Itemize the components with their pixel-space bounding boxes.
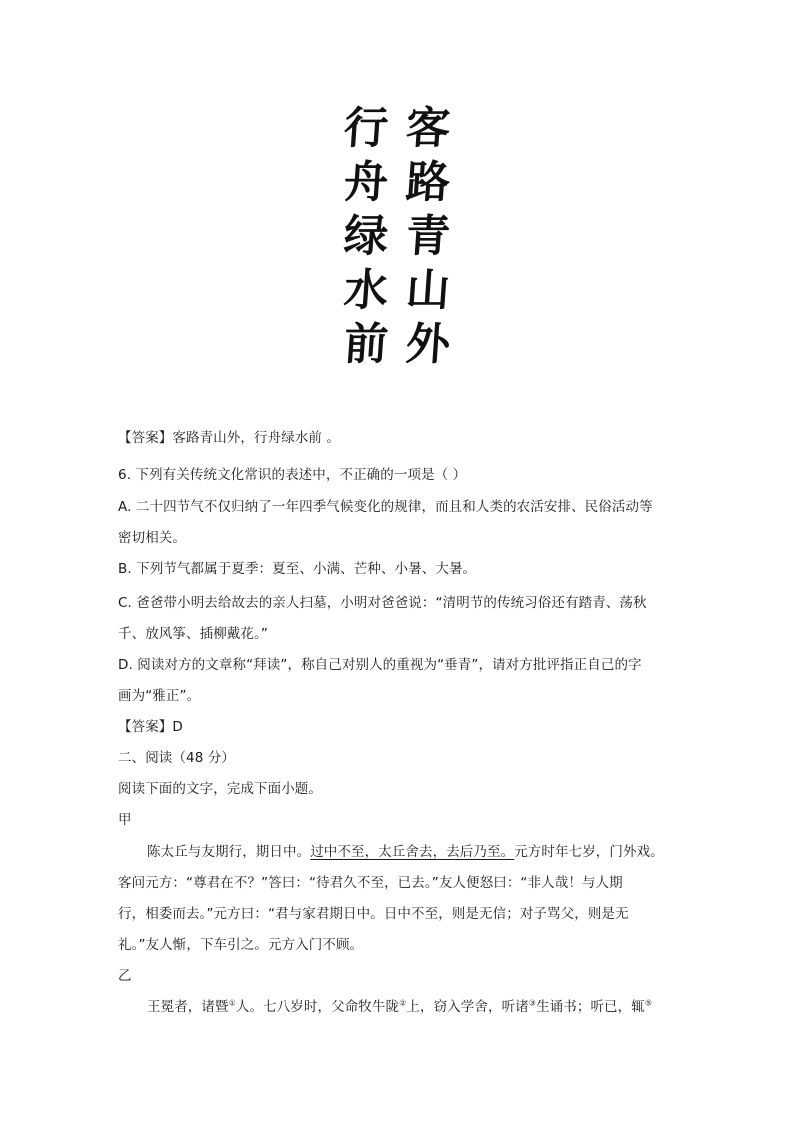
passage-text: 人。七八岁时，父命牧牛陇 [235, 999, 400, 1015]
passage-text: 王冕者，诸暨 [147, 999, 229, 1015]
calligraphy-char: 前 [342, 319, 390, 370]
calligraphy-char: 青 [404, 211, 452, 262]
calligraphy-char: 外 [404, 319, 452, 370]
option-a-line-2: 密切相关。 [118, 530, 186, 546]
section-instruction: 阅读下面的文字，完成下面小题。 [118, 781, 322, 797]
question-6-stem: 6. 下列有关传统文化常识的表述中，不正确的一项是（ ） [118, 467, 467, 483]
calligraphy-left-column [338, 102, 394, 372]
option-d-line-1: D. 阅读对方的文章称“拜读”，称自己对别人的重视为“垂青”，请对方批评指正自己的字 [118, 657, 642, 673]
passage-jia-line-3: 行，相委而去。”元方曰：“君与家君期日中。日中不至，则是无信；对子骂父，则是无 [118, 906, 629, 922]
option-c-line-1: C. 爸爸带小明去给故去的亲人扫墓，小明对爸爸说：“清明节的传统习俗还有踏青、荡秋 [118, 595, 647, 611]
calligraphy-char: 路 [404, 157, 452, 208]
calligraphy-char: 山 [404, 265, 452, 316]
option-c-line-2: 千、放风筝、插柳戴花。” [118, 626, 268, 642]
calligraphy-char: 绿 [342, 211, 390, 262]
passage-yi-line-1 [147, 997, 652, 1017]
passage-text: 生诵书；听已，辄 [536, 999, 645, 1015]
passage-yi-label: 乙 [118, 968, 132, 984]
section-title: 二、阅读（48 分） [118, 750, 235, 766]
passage-jia-label: 甲 [118, 812, 132, 828]
answer-line-2: 【答案】D [118, 719, 183, 735]
footnote-marker: ⑤ [644, 998, 653, 1008]
option-d-line-2: 画为“雅正”。 [118, 688, 201, 704]
option-b: B. 下列节气都属于夏季：夏至、小满、芒种、小暑、大暑。 [118, 561, 477, 577]
calligraphy-char: 行 [342, 103, 390, 154]
calligraphy-char: 客 [404, 103, 452, 154]
passage-text: 上，窃入学舍，听诸 [406, 999, 529, 1015]
footnote-marker: ② [399, 998, 407, 1008]
passage-jia-line-4: 礼。”友人惭，下车引之。元方入门不顾。 [118, 937, 364, 953]
calligraphy-image [338, 102, 458, 374]
passage-text: 元方时年七岁，门外戏。 [514, 844, 664, 860]
underlined-sentence: 过中不至，太丘舍去，去后乃至。 [310, 844, 515, 860]
calligraphy-char: 舟 [342, 157, 390, 208]
passage-jia-line-2: 客问元方：“尊君在不？”答曰：“待君久不至，已去。”友人便怒曰：“非人哉！与人期 [118, 875, 623, 891]
footnote-marker: ③ [528, 998, 537, 1008]
calligraphy-char: 水 [342, 265, 390, 316]
passage-jia-line-1 [147, 842, 664, 862]
calligraphy-right-column [400, 102, 456, 372]
passage-text: 陈太丘与友期行，期日中。 [147, 844, 311, 860]
option-a-line-1: A. 二十四节气不仅归纳了一年四季气候变化的规律，而且和人类的农活安排、民俗活动等 [118, 499, 653, 515]
footnote-marker: ① [228, 998, 236, 1008]
answer-line-1: 【答案】客路青山外，行舟绿水前 。 [118, 430, 340, 446]
